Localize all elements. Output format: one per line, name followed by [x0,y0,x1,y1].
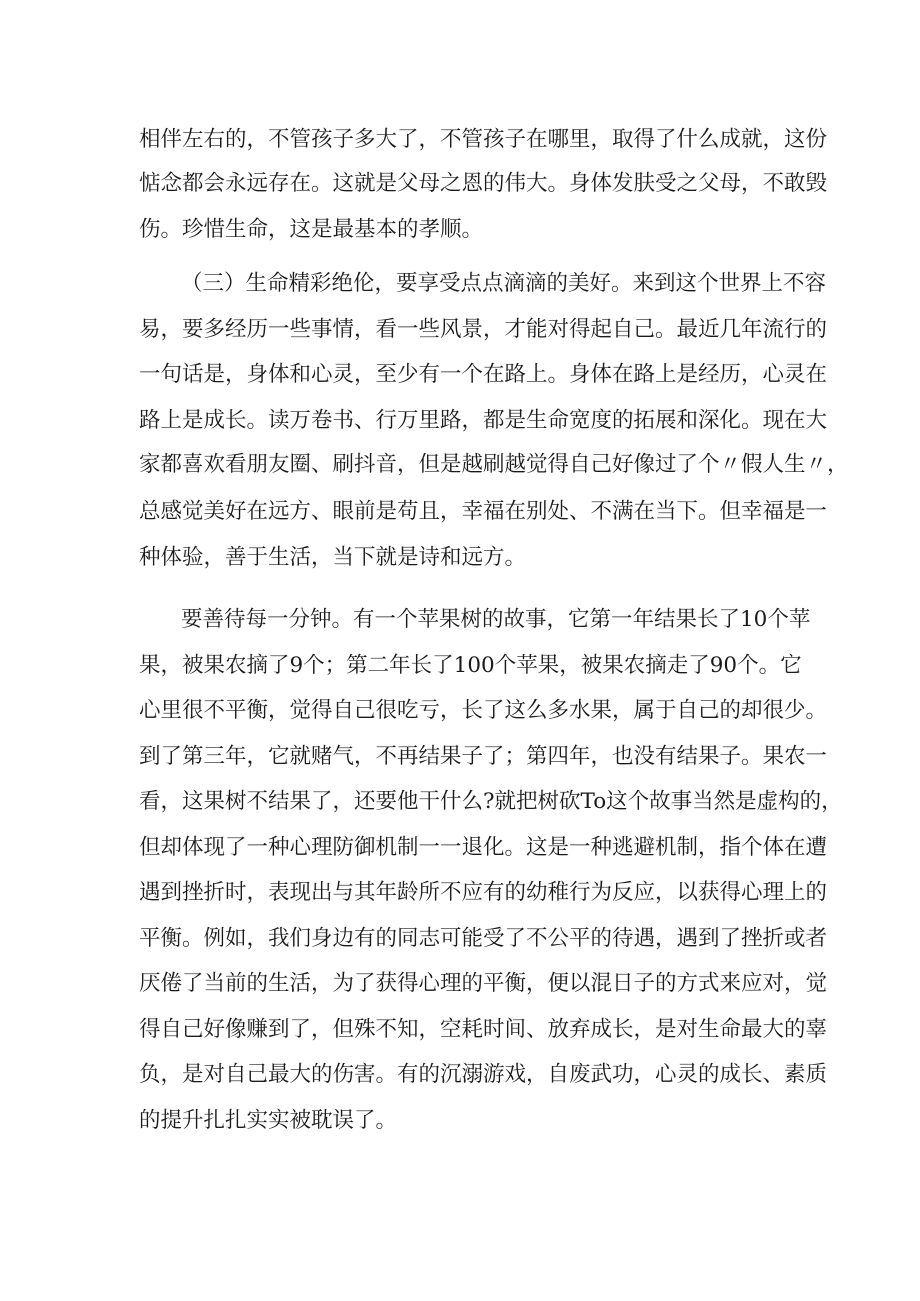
text-line: 平衡。例如，我们身边有的同志可能受了不公平的待遇，遇到了挫折或者 [139,926,828,951]
text-line: 种体验，善于生活，当下就是诗和远方。 [139,545,527,570]
text-line: 得自己好像赚到了，但殊不知，空耗时间、放弃成长，是对生命最大的辜 [139,1017,828,1042]
text-line: 果，被果农摘了9个；第二年长了100个苹果，被果农摘走了90个。它 [139,653,802,678]
text-line: 一句话是，身体和心灵，至少有一个在路上。身体在路上是经历，心灵在 [139,362,828,387]
text-line: 厌倦了当前的生活，为了获得心理的平衡，便以混日子的方式来应对，觉 [139,971,828,996]
text-line: 看，这果树不结果了，还要他干什么?就把树砍To这个故事当然是虚构的， [139,789,843,814]
text-line: 总感觉美好在远方、眼前是苟且，幸福在别处、不满在当下。但幸福是一 [139,499,828,524]
text-line: 要善待每一分钟。有一个苹果树的故事，它第一年结果长了10个苹 [181,607,811,632]
text-line: 伤。珍惜生命，这是最基本的孝顺。 [139,217,484,242]
text-line: 家都喜欢看朋友圈、刷抖音，但是越刷越觉得自己好像过了个〃假人生〃， [139,452,849,477]
text-line: 的提升扎扎实实被耽误了。 [139,1108,398,1133]
text-line: （三）生命精彩绝伦，要享受点点滴滴的美好。来到这个世界上不容 [181,271,827,296]
text-line: 易，要多经历一些事情，看一些风景，才能对得起自己。最近几年流行的 [139,317,828,342]
text-line: 但却体现了一种心理防御机制一一退化。这是一种逃避机制，指个体在遭 [139,835,828,860]
text-line: 遇到挫折时，表现出与其年龄所不应有的幼稚行为反应，以获得心理上的 [139,880,828,905]
text-line: 到了第三年，它就赌气，不再结果子了；第四年，也没有结果子。果农一 [139,744,828,769]
text-line: 惦念都会永远存在。这就是父母之恩的伟大。身体发肤受之父母，不敢毁 [139,171,828,196]
text-line: 负，是对自己最大的伤害。有的沉溺游戏，自废武功，心灵的成长、素质 [139,1062,828,1087]
text-line: 路上是成长。读万卷书、行万里路，都是生命宽度的拓展和深化。现在大 [139,408,828,433]
text-line: 心里很不平衡，觉得自己很吃亏，长了这么多水果，属于自己的却很少。 [139,698,828,723]
text-line: 相伴左右的，不管孩子多大了，不管孩子在哪里，取得了什么成就，这份 [139,127,828,152]
